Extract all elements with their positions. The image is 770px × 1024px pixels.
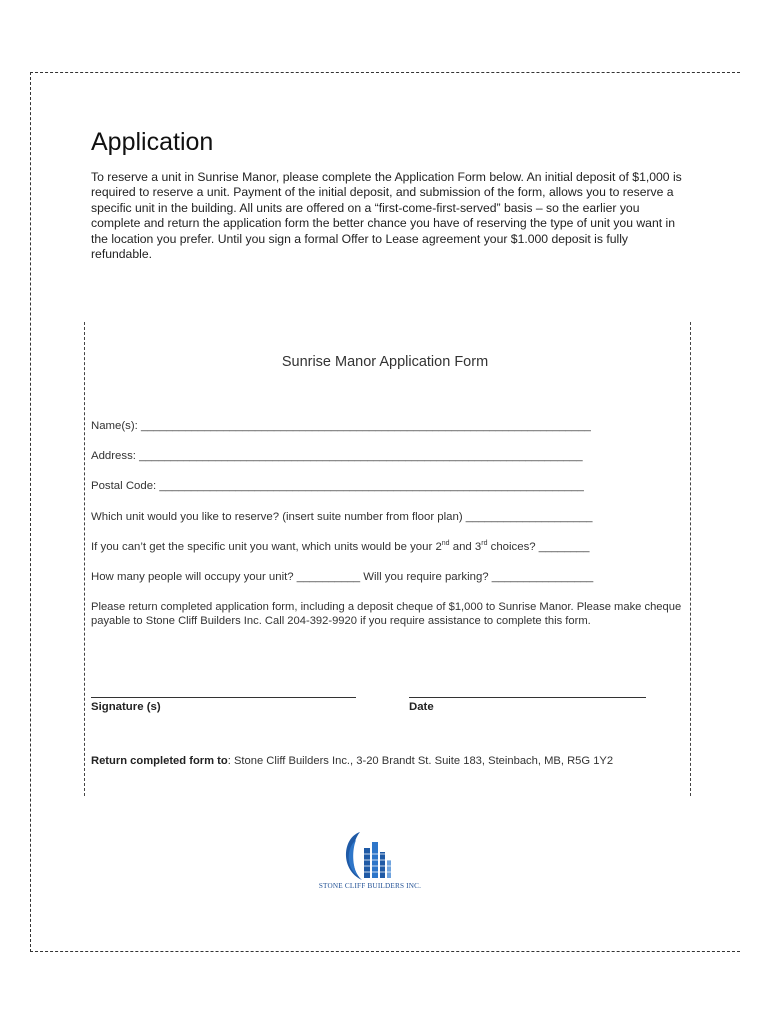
return-instructions: Please return completed application form, including a deposit cheque of $1,000 to Sunrise Manor. Please make cheque payable to Stone Cliff Builders Inc. Call 204-392-9920 if you require assistance to complete this form. [91, 601, 682, 627]
unit-choice-field[interactable]: Which unit would you like to reserve? (insert suite number from floor plan) ____________________ [91, 511, 593, 523]
form-title: Sunrise Manor Application Form [281, 354, 489, 370]
page-title: Application [91, 128, 214, 156]
alternate-units-suffix: choices? ________ [487, 540, 590, 553]
date-line[interactable] [409, 697, 646, 698]
signature-label: Signature (s) [91, 701, 161, 713]
application-form-box [84, 322, 691, 796]
signature-line[interactable] [91, 697, 356, 698]
return-address-line [91, 755, 613, 767]
date-label: Date [409, 701, 434, 713]
intro-emphasis: Until you sign a formal Offer to Lease agreement your $1.000 deposit is fully refundable. [91, 231, 629, 262]
ordinal-nd: nd [441, 540, 450, 547]
occupancy-parking-field[interactable]: How many people will occupy your unit? __________ Will you require parking? ________________ [91, 571, 594, 583]
address-field[interactable]: Address: ______________________________________________________________________ [91, 450, 583, 462]
intro-paragraph [91, 170, 683, 262]
intro-text: To reserve a unit in Sunrise Manor, please complete the Application Form below. An initial deposit of $1,000 is required to reserve a unit. Payment of the initial deposit, and submission of the form, allows you to reserve a specific unit in the building. All units are offered on a “first-come-first-served” basis – so the earlier you complete and return the application form the better chance you have of reserving the type of unit you want in the location you prefer. [91, 170, 682, 246]
alternate-units-mid: and 3 [449, 540, 482, 553]
postal-code-field[interactable]: Postal Code: ___________________________________________________________________ [91, 480, 584, 492]
alternate-units-field[interactable] [91, 540, 589, 553]
logo-wordmark: STONE CLIFF BUILDERS INC. [318, 882, 422, 890]
names-field[interactable]: Name(s): _______________________________________________________________________ [91, 420, 591, 432]
alternate-units-prefix: If you can’t get the specific unit you want, which units would be your 2 [91, 540, 442, 553]
ordinal-rd: rd [481, 540, 488, 547]
return-address: : Stone Cliff Builders Inc., 3-20 Brandt St. Suite 183, Steinbach, MB, R5G 1Y2 [227, 755, 614, 767]
return-label: Return completed form to [91, 755, 228, 767]
